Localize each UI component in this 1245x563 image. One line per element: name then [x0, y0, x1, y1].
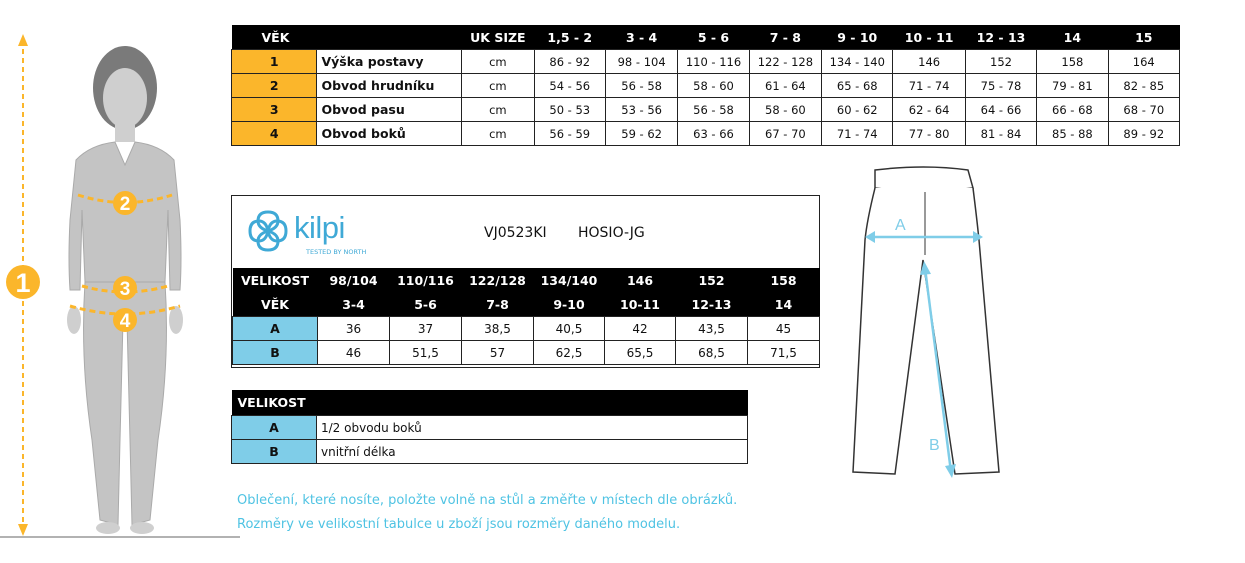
table-cell: 56 - 58 [605, 74, 677, 98]
table-cell: 56 - 58 [678, 98, 749, 122]
table-row [232, 440, 748, 464]
table-cell: 61 - 64 [749, 74, 821, 98]
table-cell: 68,5 [676, 341, 748, 365]
header-cell: 10-11 [605, 292, 676, 317]
header-cell: 12-13 [676, 292, 748, 317]
header-cell: 3 - 4 [605, 25, 677, 50]
header-cell: 15 [1108, 25, 1179, 50]
row-label: Obvod hrudníku [317, 74, 462, 98]
table-cell: 158 [1037, 50, 1108, 74]
header-cell: 152 [676, 268, 748, 292]
marker-4-label: 4 [119, 311, 131, 332]
header-cell: VĚK [232, 25, 317, 50]
table-row [232, 74, 1180, 98]
table-row [232, 50, 1180, 74]
row-letter: A [233, 317, 318, 341]
table-cell: 56 - 59 [534, 122, 605, 146]
label-a: A [895, 217, 906, 234]
header-cell: 122/128 [462, 268, 534, 292]
header-cell: 10 - 11 [893, 25, 965, 50]
row-letter: A [232, 416, 317, 440]
table-cell: 89 - 92 [1108, 122, 1179, 146]
product-name: HOSIO-JG [578, 225, 645, 241]
note-line-1: Oblečení, které nosíte, položte volně na stůl a změřte v místech dle obrázků. [237, 493, 738, 508]
header-cell: 98/104 [318, 268, 390, 292]
table-cell: 60 - 62 [822, 98, 893, 122]
product-table-header-age [233, 292, 820, 317]
header-cell: 134/140 [534, 268, 605, 292]
body-figure [0, 20, 240, 545]
table-cell: 38,5 [462, 317, 534, 341]
legend-header [232, 390, 748, 416]
product-table-header-size [233, 268, 820, 292]
table-row [232, 98, 1180, 122]
table-cell: 62 - 64 [893, 98, 965, 122]
table-cell: 86 - 92 [534, 50, 605, 74]
table-cell: 45 [748, 317, 820, 341]
brand-tagline: TESTED BY NORTH [306, 248, 367, 256]
table-cell: 58 - 60 [678, 74, 749, 98]
row-unit: cm [462, 74, 534, 98]
marker-1-label: 1 [15, 268, 31, 298]
product-header [232, 196, 819, 268]
table-row [232, 416, 748, 440]
header-cell [317, 25, 462, 50]
table-cell: 54 - 56 [534, 74, 605, 98]
table-cell: 79 - 81 [1037, 74, 1108, 98]
row-label: Obvod boků [317, 122, 462, 146]
table-cell: 85 - 88 [1037, 122, 1108, 146]
row-number: 3 [232, 98, 317, 122]
product-table-box [231, 195, 820, 368]
header-cell: 146 [605, 268, 676, 292]
table-cell: 122 - 128 [749, 50, 821, 74]
header-cell: 7 - 8 [749, 25, 821, 50]
header-cell: 110/116 [390, 268, 462, 292]
table-cell: 146 [893, 50, 965, 74]
table-cell: 36 [318, 317, 390, 341]
row-letter: B [232, 440, 317, 464]
header-cell: 7-8 [462, 292, 534, 317]
table-cell: 40,5 [534, 317, 605, 341]
marker-3-label: 3 [119, 279, 131, 300]
table-cell: 64 - 66 [965, 98, 1036, 122]
note-line-2: Rozměry ve velikostní tabulce u zboží jsou rozměry daného modelu. [237, 517, 681, 532]
table-cell: 98 - 104 [605, 50, 677, 74]
header-cell: 9 - 10 [822, 25, 893, 50]
header-cell: 5 - 6 [678, 25, 749, 50]
row-label: Výška postavy [317, 50, 462, 74]
table-cell: 77 - 80 [893, 122, 965, 146]
row-description: 1/2 obvodu boků [317, 416, 748, 440]
table-cell: 68 - 70 [1108, 98, 1179, 122]
table-cell: 81 - 84 [965, 122, 1036, 146]
table-cell: 71,5 [748, 341, 820, 365]
table-cell: 46 [318, 341, 390, 365]
table-cell: 50 - 53 [534, 98, 605, 122]
header-cell: 1,5 - 2 [534, 25, 605, 50]
table-cell: 62,5 [534, 341, 605, 365]
table-cell: 152 [965, 50, 1036, 74]
table-cell: 37 [390, 317, 462, 341]
header-cell: 3-4 [318, 292, 390, 317]
table-cell: 63 - 66 [678, 122, 749, 146]
header-cell: 158 [748, 268, 820, 292]
header-cell: 12 - 13 [965, 25, 1036, 50]
table-cell: 59 - 62 [605, 122, 677, 146]
label-b: B [929, 437, 940, 454]
header-cell: VĚK [233, 292, 318, 317]
row-label: Obvod pasu [317, 98, 462, 122]
table-cell: 43,5 [676, 317, 748, 341]
header-cell: 14 [1037, 25, 1108, 50]
table-row [233, 341, 820, 365]
row-number: 1 [232, 50, 317, 74]
table-cell: 67 - 70 [749, 122, 821, 146]
header-cell: VELIKOST [232, 390, 748, 416]
table-cell: 71 - 74 [822, 122, 893, 146]
table-cell: 51,5 [390, 341, 462, 365]
table-cell: 66 - 68 [1037, 98, 1108, 122]
header-cell: 14 [748, 292, 820, 317]
table-cell: 134 - 140 [822, 50, 893, 74]
table-row [233, 317, 820, 341]
table-cell: 164 [1108, 50, 1179, 74]
table-cell: 75 - 78 [965, 74, 1036, 98]
row-unit: cm [462, 122, 534, 146]
table-row [232, 122, 1180, 146]
brand-name: kilpi [294, 210, 345, 245]
kilpi-logo-icon [246, 208, 290, 254]
marker-2-label: 2 [119, 194, 131, 215]
product-size-table [232, 268, 820, 365]
pants-diagram [845, 160, 1005, 480]
table-cell: 82 - 85 [1108, 74, 1179, 98]
table-cell: 65,5 [605, 341, 676, 365]
product-code: VJ0523KI [484, 225, 547, 241]
table-cell: 71 - 74 [893, 74, 965, 98]
table-cell: 110 - 116 [678, 50, 749, 74]
row-number: 4 [232, 122, 317, 146]
table-cell: 53 - 56 [605, 98, 677, 122]
row-description: vnitřní délka [317, 440, 748, 464]
legend-table [231, 390, 748, 464]
table-cell: 57 [462, 341, 534, 365]
row-unit: cm [462, 98, 534, 122]
row-number: 2 [232, 74, 317, 98]
table-cell: 42 [605, 317, 676, 341]
size-table [231, 25, 1180, 146]
table-cell: 65 - 68 [822, 74, 893, 98]
header-cell: 5-6 [390, 292, 462, 317]
header-cell: VELIKOST [233, 268, 318, 292]
header-cell: 9-10 [534, 292, 605, 317]
table-cell: 58 - 60 [749, 98, 821, 122]
size-table-header [232, 25, 1180, 50]
row-unit: cm [462, 50, 534, 74]
row-letter: B [233, 341, 318, 365]
header-cell: UK SIZE [462, 25, 534, 50]
